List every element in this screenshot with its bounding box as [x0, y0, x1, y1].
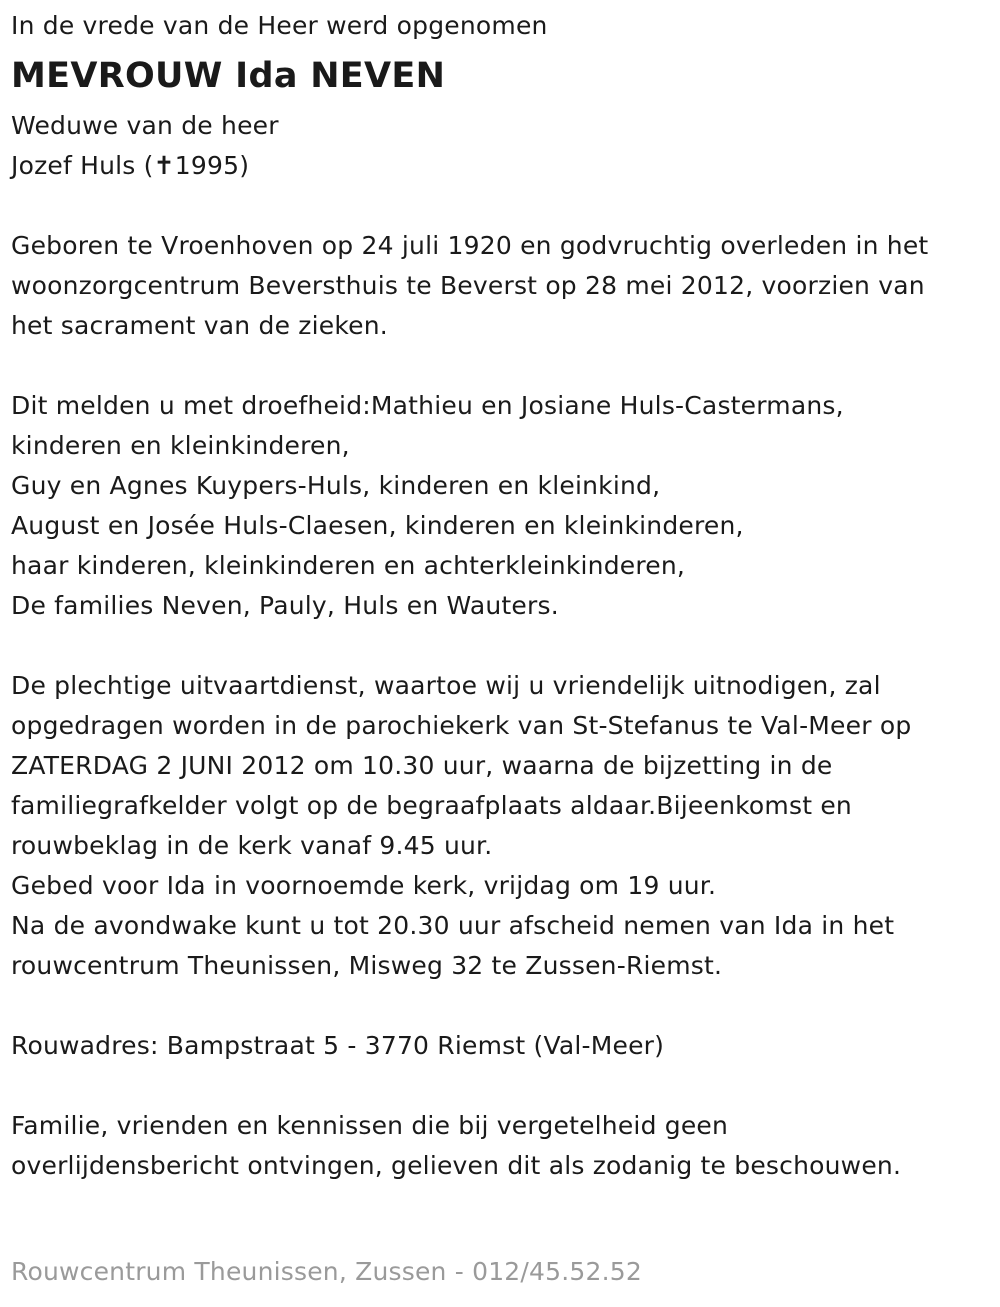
family-line: August en Josée Huls-Claesen, kinderen en kleinkinderen, — [11, 511, 744, 540]
service-line: Gebed voor Ida in voornoemde kerk, vrijdag om 19 uur. — [11, 871, 717, 900]
family-line: Dit melden u met droefheid:Mathieu en Josiane Huls-Castermans, — [11, 391, 844, 420]
service-line: Na de avondwake kunt u tot 20.30 uur afscheid nemen van Ida in het — [11, 911, 895, 940]
mourning-address: Rouwadres: Bampstraat 5 - 3770 Riemst (Val-Meer) — [11, 1031, 665, 1060]
family-line: De families Neven, Pauly, Huls en Wauters. — [11, 591, 559, 620]
intro-text: In de vrede van de Heer werd opgenomen — [11, 11, 548, 40]
funeral-home-footer: Rouwcentrum Theunissen, Zussen - 012/45.52.52 — [11, 1257, 642, 1286]
notice-line: overlijdensbericht ontvingen, gelieven dit als zodanig te beschouwen. — [11, 1151, 902, 1180]
deceased-name: MEVROUW Ida NEVEN — [11, 56, 446, 96]
birth-death-line: woonzorgcentrum Beversthuis te Beverst op 28 mei 2012, voorzien van — [11, 271, 925, 300]
notice-line: Familie, vrienden en kennissen die bij vergetelheid geen — [11, 1111, 729, 1140]
spacer — [11, 626, 1000, 666]
spacer — [11, 986, 1000, 1026]
spacer — [11, 1066, 1000, 1106]
service-line: ZATERDAG 2 JUNI 2012 om 10.30 uur, waarna de bijzetting in de — [11, 751, 833, 780]
service-line: rouwbeklag in de kerk vanaf 9.45 uur. — [11, 831, 493, 860]
family-line: kinderen en kleinkinderen, — [11, 431, 350, 460]
spacer — [11, 346, 1000, 386]
family-line: haar kinderen, kleinkinderen en achterkleinkinderen, — [11, 551, 686, 580]
service-line: rouwcentrum Theunissen, Misweg 32 te Zussen-Riemst. — [11, 951, 723, 980]
birth-death-line: Geboren te Vroenhoven op 24 juli 1920 en godvruchtig overleden in het — [11, 231, 929, 260]
spouse-line: Weduwe van de heer — [11, 111, 279, 140]
family-line: Guy en Agnes Kuypers-Huls, kinderen en kleinkind, — [11, 471, 661, 500]
birth-death-line: het sacrament van de zieken. — [11, 311, 388, 340]
service-line: De plechtige uitvaartdienst, waartoe wij u vriendelijk uitnodigen, zal — [11, 671, 881, 700]
spouse-line: Jozef Huls (✝1995) — [11, 151, 250, 180]
service-line: familiegrafkelder volgt op de begraafplaats aldaar.Bijeenkomst en — [11, 791, 852, 820]
spacer — [11, 186, 1000, 226]
service-line: opgedragen worden in de parochiekerk van St-Stefanus te Val-Meer op — [11, 711, 912, 740]
